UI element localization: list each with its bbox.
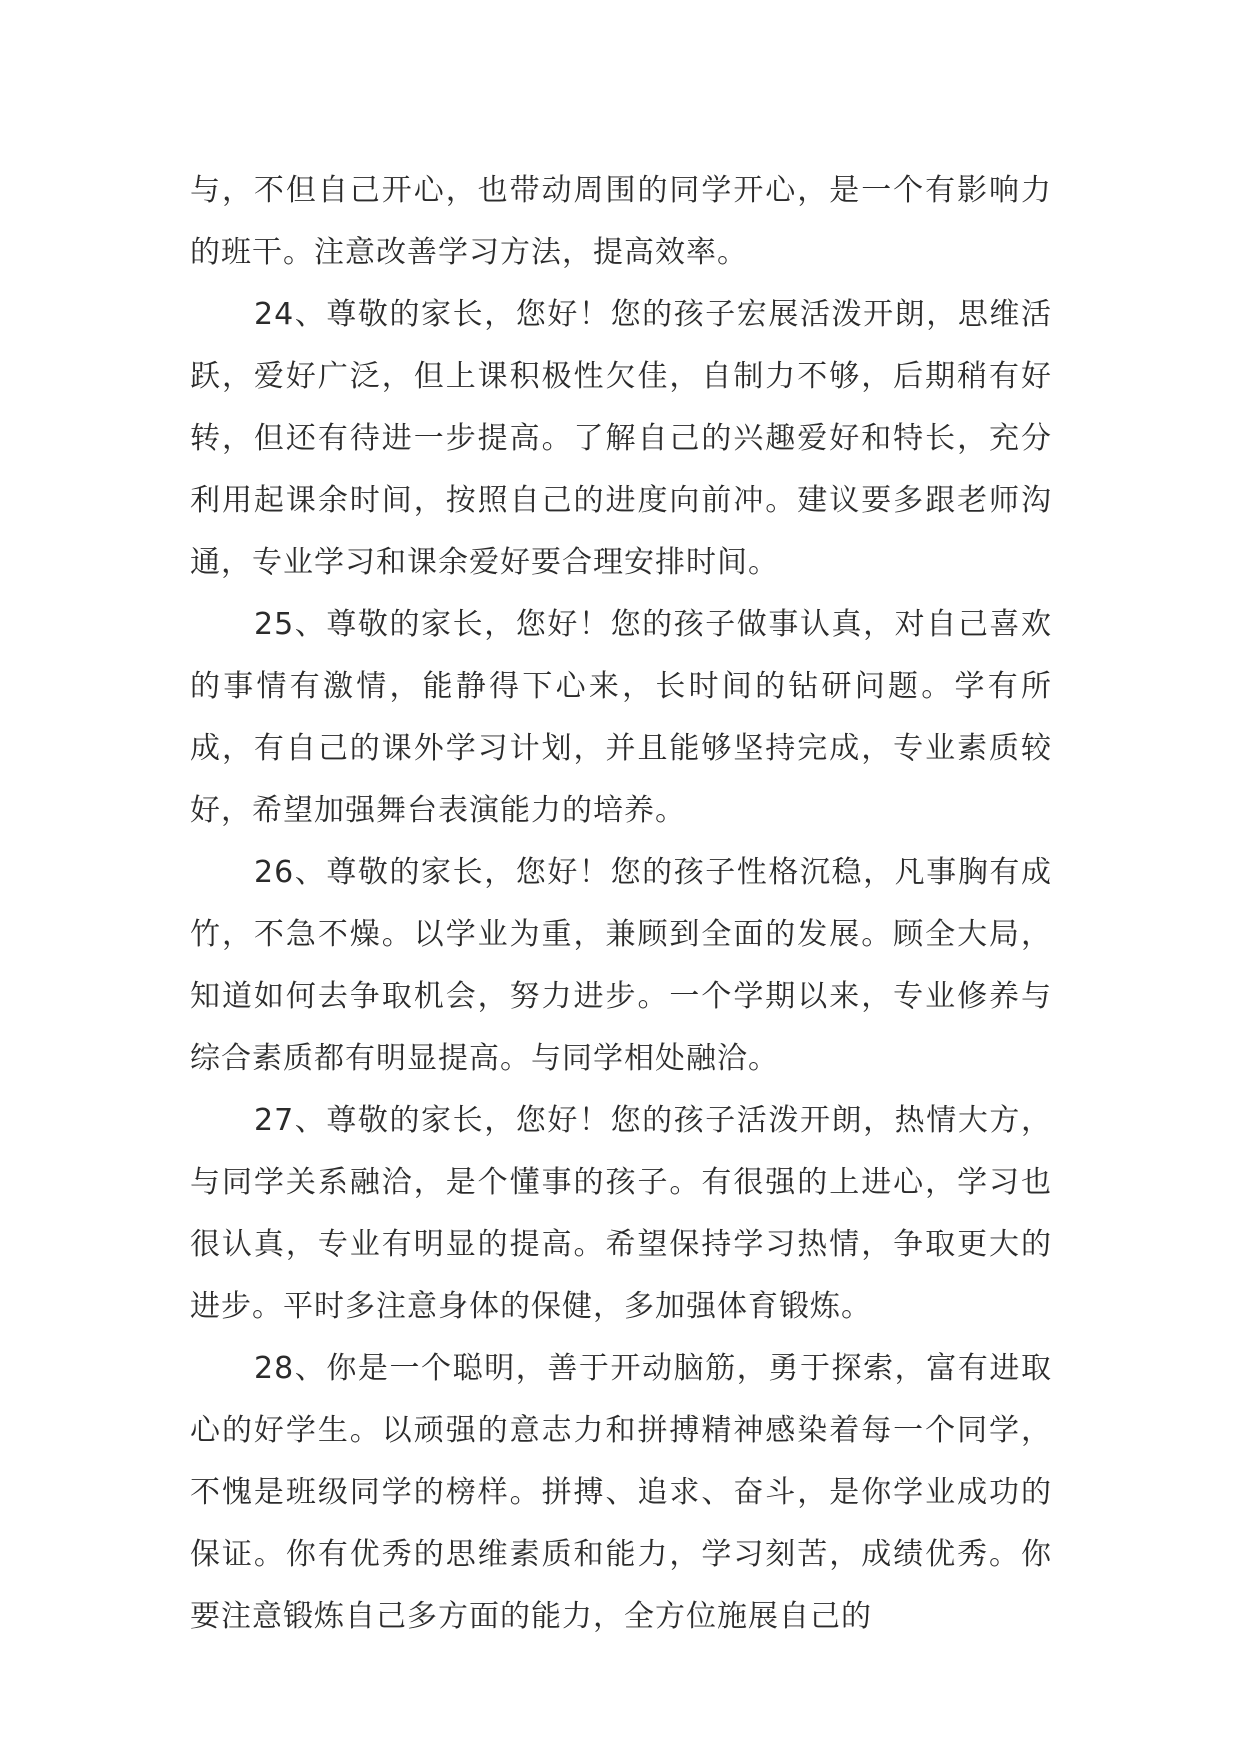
paragraph-item-24: 24、尊敬的家长，您好！您的孩子宏展活泼开朗，思维活跃，爱好广泛，但上课积极性欠佳，自制力不够，后期稍有好转，但还有待进一步提高。了解自己的兴趣爱好和特长，充分利用起课余时间，按照自己的进度向前冲。建议要多跟老师沟通，专业学习和课余爱好要合理安排时间。: [190, 297, 1052, 580]
paragraph-continuation: 与，不但自己开心，也带动周围的同学开心，是一个有影响力的班干。注意改善学习方法，提高效率。: [190, 173, 1052, 270]
paragraph-item-25: 25、尊敬的家长，您好！您的孩子做事认真，对自己喜欢的事情有激情，能静得下心来，长时间的钻研问题。学有所成，有自己的课外学习计划，并且能够坚持完成，专业素质较好，希望加强舞台表演能力的培养。: [190, 607, 1052, 828]
document-page: [190, 160, 1052, 1648]
paragraph-item-28: 28、你是一个聪明，善于开动脑筋，勇于探索，富有进取心的好学生。以顽强的意志力和拼搏精神感染着每一个同学，不愧是班级同学的榜样。拼搏、追求、奋斗，是你学业成功的保证。你有优秀的思维素质和能力，学习刻苦，成绩优秀。你要注意锻炼自己多方面的能力，全方位施展自己的: [190, 1351, 1052, 1634]
paragraph-item-27: 27、尊敬的家长，您好！您的孩子活泼开朗，热情大方，与同学关系融洽，是个懂事的孩子。有很强的上进心，学习也很认真，专业有明显的提高。希望保持学习热情，争取更大的进步。平时多注意身体的保健，多加强体育锻炼。: [190, 1103, 1052, 1324]
paragraph-item-26: 26、尊敬的家长，您好！您的孩子性格沉稳，凡事胸有成竹，不急不燥。以学业为重，兼顾到全面的发展。顾全大局，知道如何去争取机会，努力进步。一个学期以来，专业修养与综合素质都有明显提高。与同学相处融洽。: [190, 855, 1052, 1076]
